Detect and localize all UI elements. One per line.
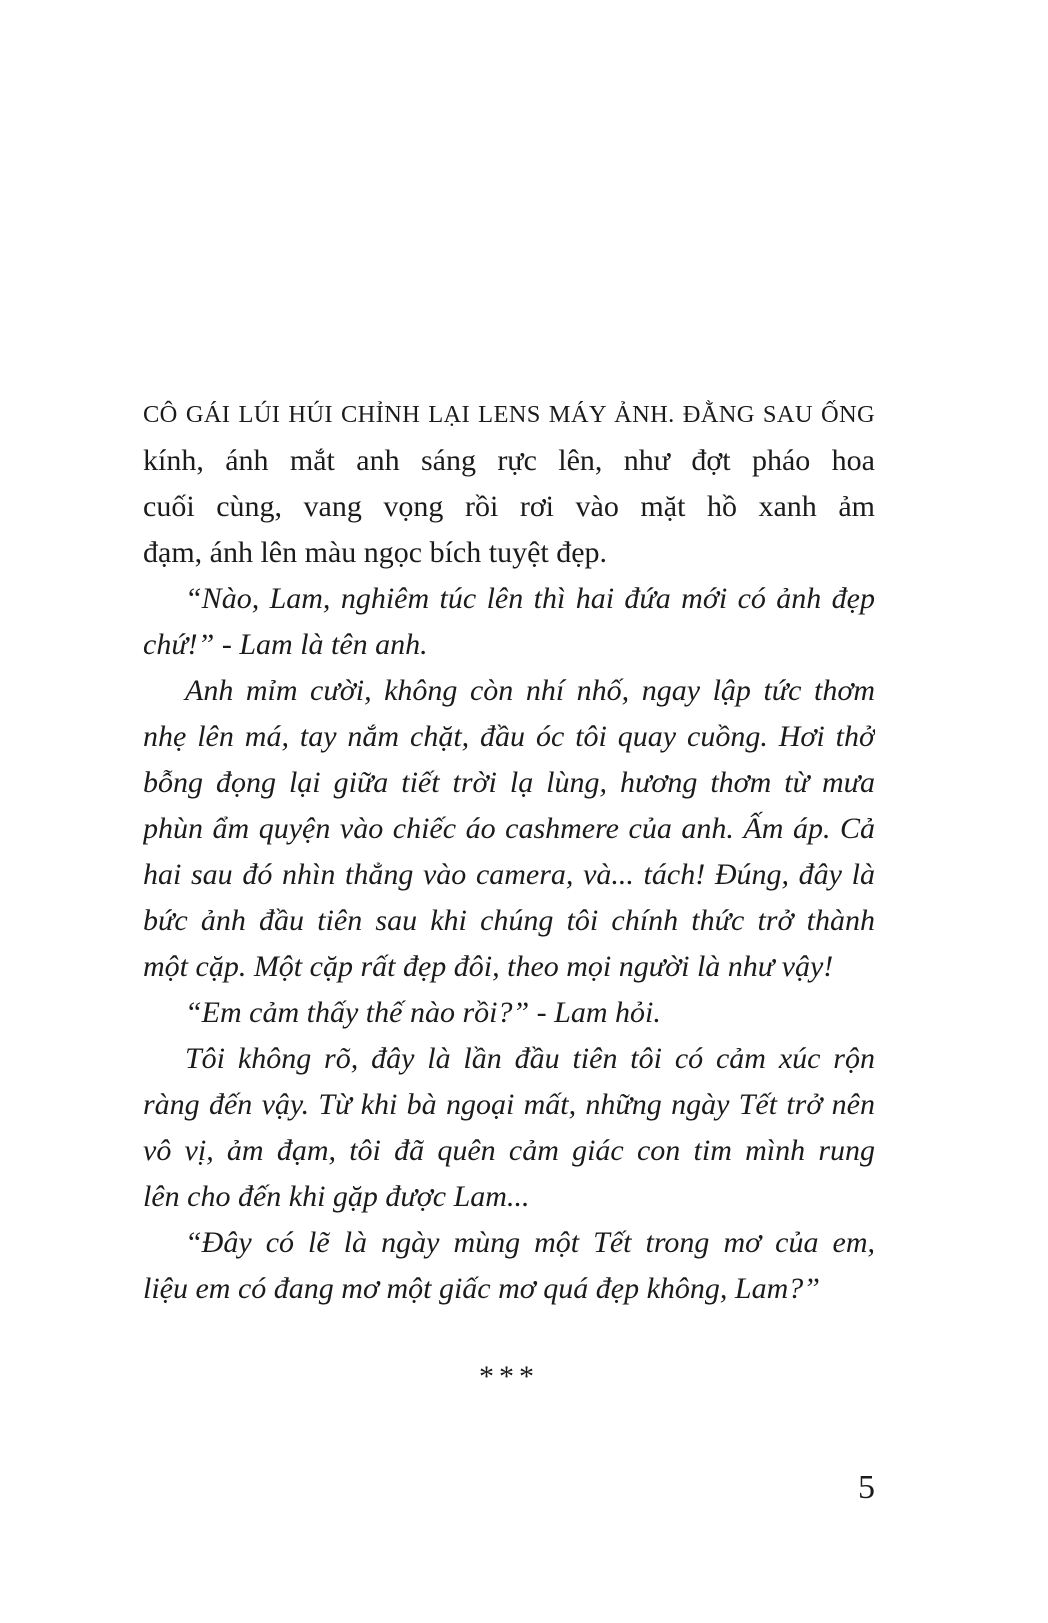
text-line: đạm, ánh lên màu ngọc bích tuyệt đẹp. xyxy=(143,536,608,569)
text-line: kính, ánh mắt anh sáng rực lên, như đợt pháo hoa xyxy=(143,444,875,477)
text-line: bỗng đọng lại giữa tiết trời lạ lùng, hương thơm từ mưa xyxy=(143,766,875,799)
text-line: phùn ẩm quyện vào chiếc áo cashmere của anh. Ấm áp. Cả xyxy=(143,812,875,845)
lead-caps-line: CÔ GÁI LÚI HÚI CHỈNH LẠI LENS MÁY ẢNH. ĐẰNG SAU ỐNG xyxy=(143,401,875,428)
text-line: “Nào, Lam, nghiêm túc lên thì hai đứa mới có ảnh đẹp xyxy=(185,582,875,615)
text-line: Tôi không rõ, đây là lần đầu tiên tôi có cảm xúc rộn xyxy=(185,1042,875,1075)
text-line: bức ảnh đầu tiên sau khi chúng tôi chính thức trở thành xyxy=(143,904,875,937)
text-line: lên cho đến khi gặp được Lam... xyxy=(143,1180,530,1213)
text-line: Anh mỉm cười, không còn nhí nhố, ngay lập tức thơm xyxy=(185,674,875,707)
text-block xyxy=(143,392,875,1312)
text-line: cuối cùng, vang vọng rồi rơi vào mặt hồ xanh ảm xyxy=(143,490,875,523)
text-line: “Đây có lẽ là ngày mùng một Tết trong mơ của em, xyxy=(185,1226,875,1259)
text-line: nhẹ lên má, tay nắm chặt, đầu óc tôi quay cuồng. Hơi thở xyxy=(143,720,875,753)
text-line: liệu em có đang mơ một giấc mơ quá đẹp không, Lam?” xyxy=(143,1272,820,1305)
text-line: vô vị, ảm đạm, tôi đã quên cảm giác con tim mình rung xyxy=(143,1134,875,1167)
text-line: ràng đến vậy. Từ khi bà ngoại mất, những ngày Tết trở nên xyxy=(143,1088,875,1121)
section-separator: *** xyxy=(479,1360,539,1393)
text-line: “Em cảm thấy thế nào rồi?” - Lam hỏi. xyxy=(185,996,661,1029)
text-line: hai sau đó nhìn thẳng vào camera, và... tách! Đúng, đây là xyxy=(143,858,875,891)
page-number: 5 xyxy=(858,1469,875,1506)
text-line: chứ!” - Lam là tên anh. xyxy=(143,628,428,661)
text-line: một cặp. Một cặp rất đẹp đôi, theo mọi người là như vậy! xyxy=(143,950,834,983)
